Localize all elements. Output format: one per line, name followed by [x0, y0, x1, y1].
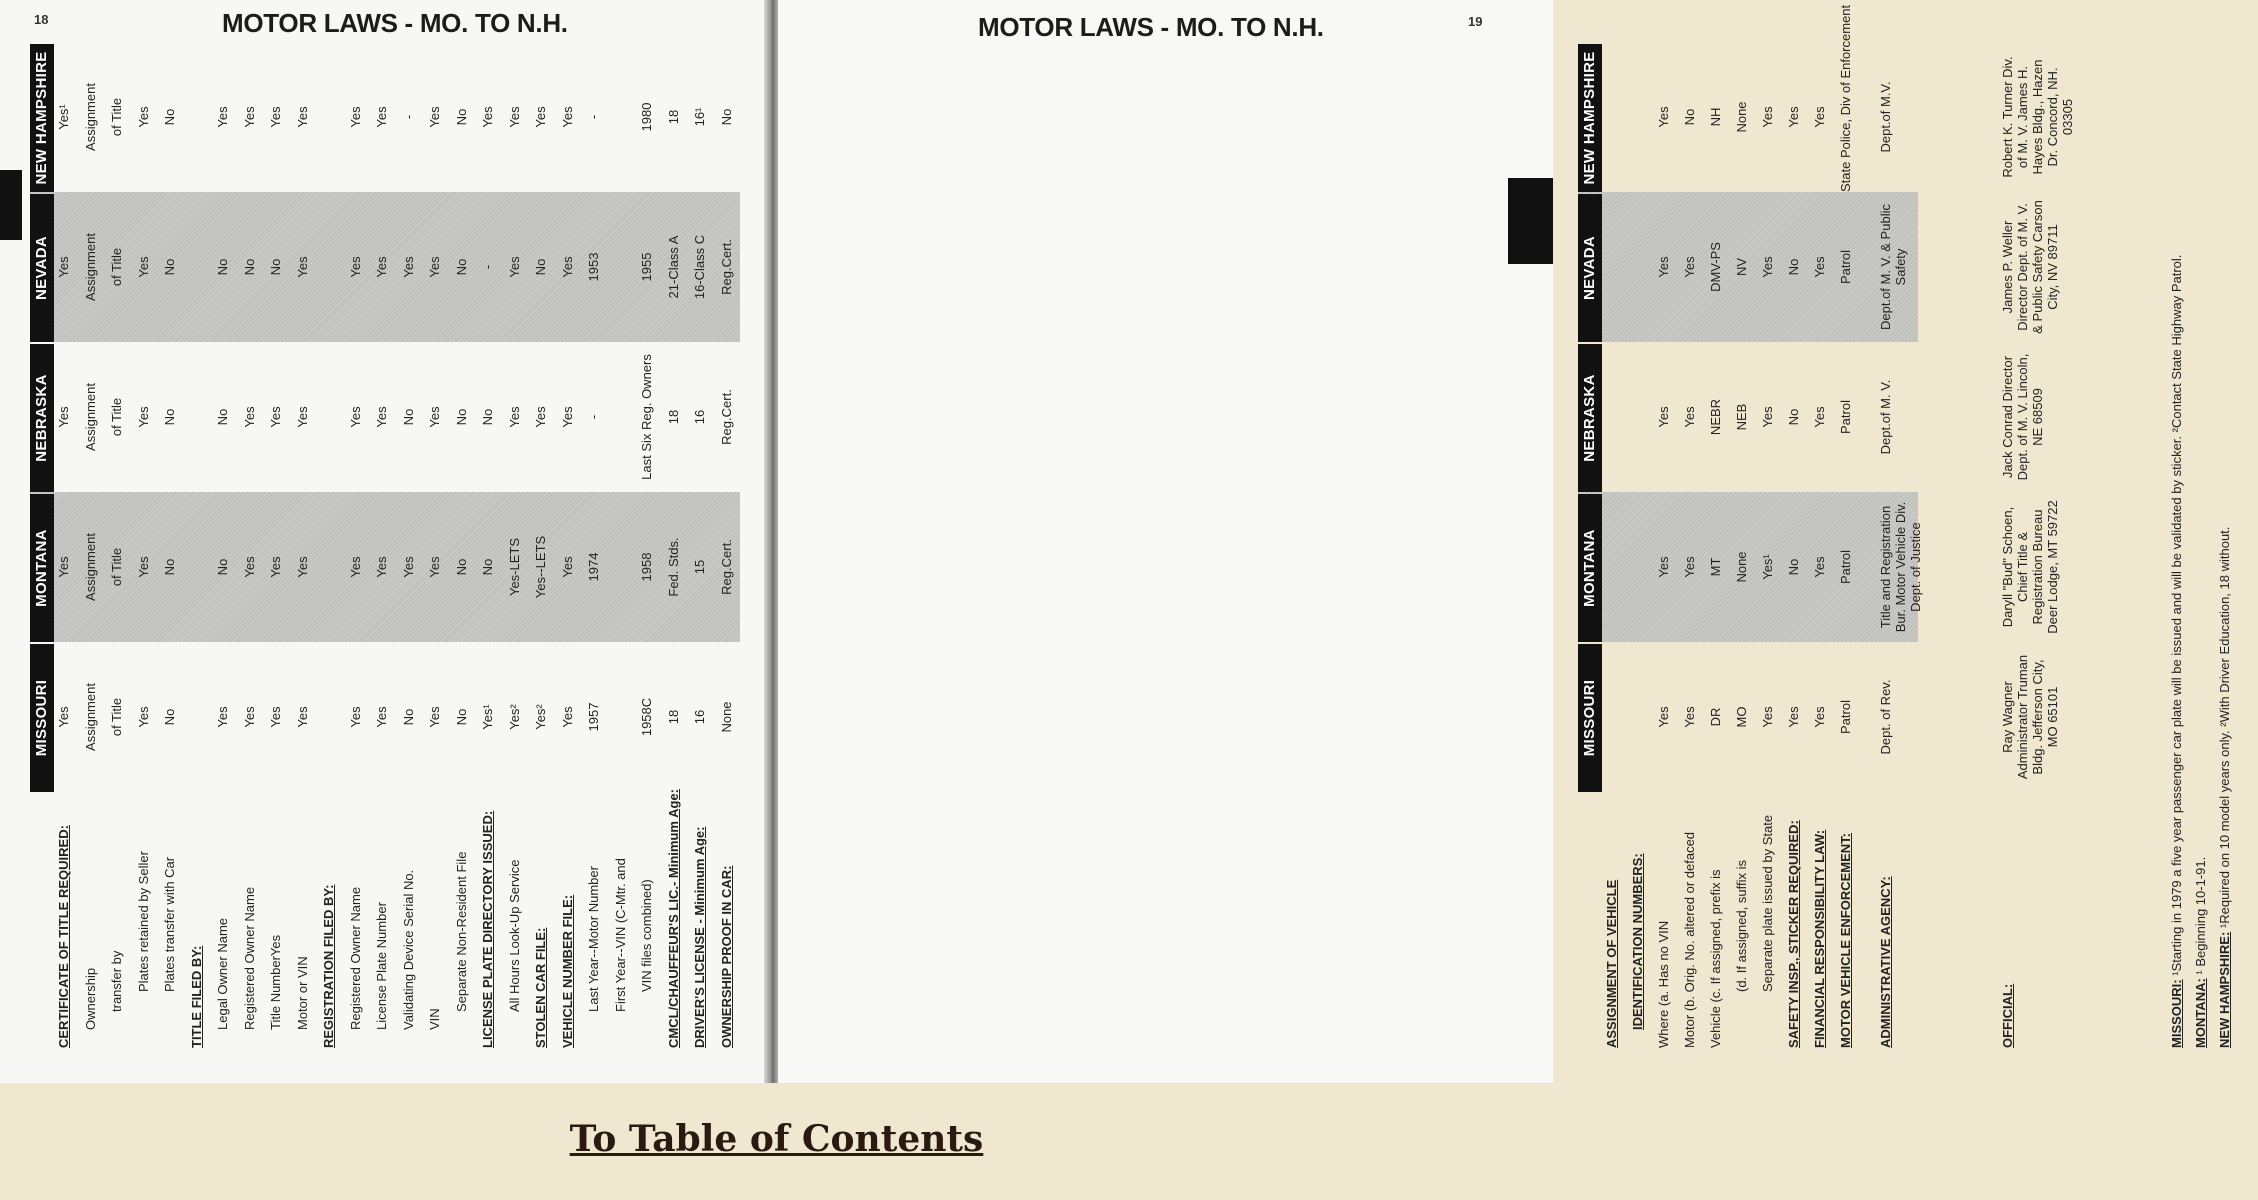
- table-cell: Yes: [559, 556, 575, 578]
- table-cell: Yes: [135, 556, 151, 578]
- table-cell: Yes: [1812, 106, 1827, 128]
- table-cell: Dept.of M. V. & Public Safety: [1878, 204, 1908, 330]
- row-label: ASSIGNMENT OF VEHICLE: [1604, 879, 1619, 1048]
- table-cell: Dept. of Rev.: [1878, 679, 1893, 755]
- row-label: ADMINISTRATIVE AGENCY:: [1878, 876, 1893, 1048]
- table-row: [1786, 47, 1812, 1052]
- footnote-state: NEW HAMPSHIRE:: [2217, 931, 2232, 1048]
- table-cell: Yes: [1656, 256, 1671, 278]
- table-row: [242, 47, 269, 1052]
- page-title: MOTOR LAWS - MO. TO N.H.: [978, 12, 1324, 42]
- table-cell: Yes: [427, 706, 442, 728]
- row-label: First Year--VIN (C-Mtr. and: [612, 858, 628, 1012]
- table-row: [1682, 47, 1708, 1052]
- row-label: OFFICIAL:: [2000, 983, 2015, 1048]
- table-row: [1630, 47, 1656, 1052]
- row-label: (d. If assigned, suffix is: [1734, 860, 1749, 992]
- table-cell: Assignment: [82, 383, 98, 451]
- table-cell: Yes: [1682, 556, 1697, 578]
- table-cell: Assignment: [82, 683, 98, 751]
- footnote: [2216, 47, 2234, 1048]
- table-cell: Yes: [506, 406, 522, 428]
- table-cell: 1974: [586, 552, 601, 582]
- table-row: [1812, 47, 1838, 1052]
- table-cell: MO: [1734, 706, 1749, 728]
- row-label: CERTIFICATE OF TITLE REQUIRED:: [56, 825, 71, 1048]
- column-header: NEBRASKA: [30, 344, 54, 492]
- table-cell: Yes: [1760, 106, 1775, 128]
- row-label: STOLEN CAR FILE:: [533, 927, 548, 1048]
- table-cell: No: [268, 258, 283, 276]
- table-cell: Daryll "Bud" Schoen, Chief Title & Registration Bureau Deer Lodge, MT 59722: [2000, 500, 2060, 634]
- table-cell: NV: [1734, 257, 1749, 277]
- table-cell: No: [162, 558, 177, 576]
- table-cell: No: [241, 258, 257, 276]
- table-cell: Robert K. Turner Div. of M. V. James H. Hayes Bldg., Hazen Dr. Concord, NH. 03305: [2000, 56, 2075, 178]
- table-cell: Yes: [268, 106, 283, 128]
- column-header: MONTANA: [30, 494, 54, 642]
- table-cell: Yes: [374, 406, 389, 428]
- table-cell: Yes: [347, 706, 363, 728]
- row-label: TITLE FILED BY:: [188, 945, 204, 1048]
- table-cell: Yes: [506, 256, 522, 278]
- table-row: [374, 47, 401, 1052]
- table-row: [1760, 47, 1786, 1052]
- table-cell: 1958: [639, 552, 654, 582]
- table-row: [295, 47, 322, 1052]
- column-header: NEVADA: [1578, 194, 1602, 342]
- column-header: NEW HAMPSHIRE: [1578, 44, 1602, 192]
- table-cell: Yes: [1812, 556, 1827, 578]
- table-cell: Yes¹: [1760, 554, 1775, 580]
- row-label: Where (a. Has no VIN: [1656, 920, 1671, 1048]
- table-cell: No: [400, 408, 416, 426]
- table-cell: Yes: [1656, 106, 1671, 128]
- table-cell: of Title: [109, 247, 124, 287]
- table-cell: 16: [692, 709, 707, 725]
- thumb-tab: [1508, 178, 1553, 264]
- table-cell: 1958C: [639, 697, 654, 737]
- table-cell: of Title: [109, 547, 124, 587]
- table-row: [1708, 47, 1734, 1052]
- table-cell: Yes: [294, 706, 310, 728]
- table-cell: Yes: [506, 106, 522, 128]
- table-row: [136, 47, 163, 1052]
- table-cell: Yes: [427, 406, 442, 428]
- table-cell: Yes: [559, 256, 575, 278]
- row-label: Separate plate issued by State: [1760, 814, 1775, 992]
- row-label: VIN: [427, 1008, 442, 1030]
- table-cell: No: [480, 408, 495, 426]
- table-cell: Fed. Stds.: [665, 537, 681, 597]
- column-header: NEBRASKA: [1578, 344, 1602, 492]
- table-cell: Yes¹: [480, 704, 495, 730]
- table-cell: 1953: [586, 252, 601, 282]
- row-label: CMCL/CHAUFFEUR'S LIC.- Minimum Age:: [665, 789, 681, 1048]
- row-label: Last Year--Motor Number: [586, 866, 601, 1012]
- row-label: Ownership: [82, 967, 98, 1030]
- table-cell: Yes: [533, 106, 548, 128]
- row-label: SAFETY INSP., STICKER REQUIRED:: [1786, 820, 1801, 1048]
- row-label: transfer by: [109, 950, 124, 1012]
- table-cell: Yes: [347, 106, 363, 128]
- table-cell: 1955: [639, 252, 654, 282]
- table-of-contents-link[interactable]: To Table of Contents: [569, 1118, 984, 1160]
- row-label: Title NumberYes: [268, 934, 283, 1030]
- table-cell: No: [162, 708, 177, 726]
- table-cell: Yes: [1812, 406, 1827, 428]
- table-cell: None: [1734, 101, 1749, 133]
- row-label: DRIVER'S LICENSE - Minimum Age:: [692, 826, 707, 1048]
- table-cell: No: [215, 558, 230, 576]
- table-cell: 16-Class C: [692, 234, 707, 300]
- table-cell: Yes: [268, 706, 283, 728]
- table-cell: of Title: [109, 397, 124, 437]
- table-cell: No: [453, 258, 469, 276]
- row-label: Validating Device Serial No.: [400, 869, 416, 1030]
- column-headers: [1578, 47, 1604, 1052]
- table-row: [83, 47, 110, 1052]
- table-cell: NH: [1708, 107, 1723, 127]
- table-cell: Yes: [241, 706, 257, 728]
- table-cell: Patrol: [1838, 250, 1853, 284]
- table-cell: 16¹: [692, 107, 707, 127]
- table-cell: Assignment: [82, 233, 98, 301]
- page-number: 19: [1468, 14, 1483, 29]
- table-cell: No: [453, 708, 469, 726]
- table-cell: No: [162, 258, 177, 276]
- table-cell: No: [1786, 558, 1801, 576]
- table-row: [162, 47, 189, 1052]
- table-row: [427, 47, 454, 1052]
- table-cell: Reg.Cert.: [718, 539, 734, 595]
- table-cell: Yes: [56, 556, 71, 578]
- table-row: [348, 47, 375, 1052]
- table-cell: Yes: [241, 406, 257, 428]
- table-cell: Yes: [400, 256, 416, 278]
- table-cell: State Police, Div of Enforcement: [1838, 4, 1853, 192]
- table-cell: No: [1786, 408, 1801, 426]
- table-cell: Yes: [135, 406, 151, 428]
- page-number: 18: [34, 12, 49, 27]
- table-cell: -: [480, 264, 495, 270]
- table-row: [507, 47, 534, 1052]
- table-row: [1604, 47, 1630, 1052]
- table-cell: James P. Weller Director Dept. of M. V. & Public Safety Carson City, NV 89711: [2000, 200, 2060, 334]
- row-label: Motor (b. Orig. No. altered or defaced: [1682, 831, 1697, 1048]
- table-cell: Yes: [294, 106, 310, 128]
- table-cell: Yes: [56, 706, 71, 728]
- table-cell: No: [1786, 258, 1801, 276]
- table-row: [1878, 47, 1988, 1052]
- table-row: [480, 47, 507, 1052]
- column-header: MISSOURI: [30, 644, 54, 792]
- table-cell: Yes: [1682, 256, 1697, 278]
- table-cell: Yes: [135, 706, 151, 728]
- table-cell: Yes: [1786, 706, 1801, 728]
- table-cell: Yes: [56, 256, 71, 278]
- table-row: [268, 47, 295, 1052]
- table-cell: Yes: [1760, 406, 1775, 428]
- column-header: NEVADA: [30, 194, 54, 342]
- table-row: [321, 47, 348, 1052]
- table-cell: No: [162, 408, 177, 426]
- table-cell: DMV-PS: [1708, 242, 1723, 292]
- table-row: [1838, 4, 1864, 1052]
- right-table: [1578, 4, 2258, 1052]
- table-cell: 1980: [639, 102, 654, 132]
- table-cell: Yes: [427, 256, 442, 278]
- table-cell: Patrol: [1838, 550, 1853, 584]
- column-header: MONTANA: [1578, 494, 1602, 642]
- table-cell: No: [400, 708, 416, 726]
- table-cell: Yes: [294, 256, 310, 278]
- table-cell: Yes²: [533, 704, 548, 730]
- row-label: REGISTRATION FILED BY:: [321, 884, 336, 1048]
- row-label: VEHICLE NUMBER FILE:: [559, 894, 575, 1048]
- table-cell: 18: [665, 409, 681, 425]
- footnote-text: ¹Required on 10 model years only. ²With Driver Education, 18 without.: [2217, 526, 2232, 932]
- row-label: MOTOR VEHICLE ENFORCEMENT:: [1838, 833, 1853, 1048]
- table-cell: Yes: [1656, 406, 1671, 428]
- table-row: [560, 47, 587, 1052]
- column-headers: [30, 47, 56, 1052]
- table-cell: Yes: [294, 406, 310, 428]
- table-row: [401, 47, 428, 1052]
- table-cell: Yes: [294, 556, 310, 578]
- footnote-text: ¹ Beginning 10-1-91.: [2193, 856, 2208, 979]
- table-cell: of Title: [109, 97, 124, 137]
- table-cell: Yes: [241, 556, 257, 578]
- table-cell: -: [400, 114, 416, 120]
- page-title: MOTOR LAWS - MO. TO N.H.: [222, 8, 568, 38]
- table-cell: Yes: [480, 106, 495, 128]
- table-cell: Yes-LETS: [506, 537, 522, 597]
- table-row: [189, 47, 216, 1052]
- table-row: [613, 47, 640, 1052]
- table-cell: Yes: [559, 106, 575, 128]
- table-cell: Yes: [1656, 556, 1671, 578]
- table-cell: 1957: [586, 702, 601, 732]
- left-page: [0, 0, 770, 1083]
- table-cell: No: [718, 108, 734, 126]
- footnotes: [2168, 47, 2240, 1048]
- row-label: OWNERSHIP PROOF IN CAR:: [718, 865, 734, 1048]
- footnote: [2168, 47, 2186, 1048]
- table-cell: Yes: [427, 106, 442, 128]
- table-cell: 18: [665, 709, 681, 725]
- table-cell: Yes: [559, 406, 575, 428]
- table-cell: Ray Wagner Administrator Truman Bldg. Jefferson City, MO 65101: [2000, 654, 2060, 780]
- row-label: Vehicle (c. If assigned, prefix is: [1708, 869, 1723, 1048]
- table-cell: No: [215, 258, 230, 276]
- table-row: [692, 47, 719, 1052]
- row-label: VIN files combined): [639, 879, 654, 992]
- table-row: [56, 47, 83, 1052]
- column-header: NEW HAMPSHIRE: [30, 44, 54, 192]
- table-cell: Reg.Cert.: [718, 389, 734, 445]
- table-cell: Yes: [1682, 706, 1697, 728]
- table-cell: Yes: [400, 556, 416, 578]
- table-cell: Yes: [427, 556, 442, 578]
- table-row: [666, 47, 693, 1052]
- table-cell: MT: [1708, 557, 1723, 577]
- table-row: [719, 47, 746, 1052]
- table-cell: 16: [692, 409, 707, 425]
- table-cell: No: [162, 108, 177, 126]
- table-cell: No: [215, 408, 230, 426]
- footnote: [2192, 47, 2210, 1048]
- table-cell: Yes: [1656, 706, 1671, 728]
- table-cell: Patrol: [1838, 700, 1853, 734]
- table-row: [109, 47, 136, 1052]
- table-cell: Assignment: [82, 83, 98, 151]
- row-label: All Hours Look-Up Service: [506, 859, 522, 1012]
- table-cell: Yes: [135, 256, 151, 278]
- table-cell: Reg.Cert.: [718, 239, 734, 295]
- table-cell: No: [533, 258, 548, 276]
- table-cell: -: [586, 114, 601, 120]
- table-cell: Yes: [215, 106, 230, 128]
- table-cell: Yes: [268, 406, 283, 428]
- row-label: Separate Non-Resident File: [453, 851, 469, 1012]
- footnote-state: MONTANA:: [2193, 978, 2208, 1048]
- table-cell: No: [453, 558, 469, 576]
- table-cell: Yes: [533, 406, 548, 428]
- table-cell: Yes: [135, 106, 151, 128]
- table-cell: Patrol: [1838, 400, 1853, 434]
- table-cell: Yes: [347, 556, 363, 578]
- row-label: IDENTIFICATION NUMBERS:: [1630, 853, 1645, 1030]
- table-cell: 18: [665, 109, 681, 125]
- table-cell: None: [718, 701, 734, 733]
- table-cell: Yes: [374, 256, 389, 278]
- table-row: [1656, 47, 1682, 1052]
- table-cell: Last Six Reg. Owners: [639, 354, 654, 480]
- row-label: Motor or VIN: [294, 956, 310, 1030]
- table-cell: -: [586, 414, 601, 420]
- table-cell: 21-Class A: [665, 235, 681, 299]
- row-label: Legal Owner Name: [215, 918, 230, 1030]
- row-label: Registered Owner Name: [347, 886, 363, 1030]
- table-cell: Assignment: [82, 533, 98, 601]
- table-cell: No: [453, 108, 469, 126]
- thumb-tab: [0, 170, 22, 240]
- row-label: FINANCIAL RESPONSIBILITY LAW:: [1812, 829, 1827, 1048]
- row-label: Plates retained by Seller: [135, 851, 151, 992]
- table-cell: No: [1682, 108, 1697, 126]
- table-cell: None: [1734, 551, 1749, 583]
- table-cell: Yes: [347, 256, 363, 278]
- table-cell: Yes: [56, 406, 71, 428]
- table-row: [454, 47, 481, 1052]
- table-cell: NEB: [1734, 403, 1749, 431]
- row-label: License Plate Number: [374, 902, 389, 1030]
- table-cell: Yes: [1812, 256, 1827, 278]
- table-cell: Yes: [1786, 106, 1801, 128]
- right-page: [778, 0, 2232, 1083]
- table-cell: of Title: [109, 697, 124, 737]
- table-cell: Yes: [374, 706, 389, 728]
- table-cell: Jack Conrad Director Dept. of M. V. Lincoln, NE 68509: [2000, 353, 2045, 481]
- table-cell: Dept.of M.V.: [1878, 81, 1893, 153]
- table-cell: Title and Registration Bur. Motor Vehicle Div. Dept. of Justice: [1878, 501, 1923, 633]
- table-cell: Yes: [374, 556, 389, 578]
- table-row: [639, 47, 666, 1052]
- table-cell: Yes: [215, 706, 230, 728]
- table-cell: Yes: [347, 406, 363, 428]
- table-row: [2000, 47, 2110, 1052]
- table-cell: Yes: [1682, 406, 1697, 428]
- row-label: Plates transfer with Car: [162, 856, 177, 992]
- table-cell: No: [480, 558, 495, 576]
- table-cell: Yes: [268, 556, 283, 578]
- table-cell: Dept.of M. V.: [1878, 379, 1893, 455]
- table-cell: Yes: [559, 706, 575, 728]
- table-cell: Yes²: [506, 704, 522, 730]
- footnote-state: MISSOURI:: [2169, 979, 2184, 1048]
- column-header: MISSOURI: [1578, 644, 1602, 792]
- left-table: [30, 47, 740, 1052]
- table-cell: Yes: [1760, 706, 1775, 728]
- table-cell: No: [453, 408, 469, 426]
- table-cell: Yes: [1760, 256, 1775, 278]
- table-cell: 15: [692, 559, 707, 575]
- row-label: Registered Owner Name: [241, 886, 257, 1030]
- row-label: LICENSE PLATE DIRECTORY ISSUED:: [480, 810, 495, 1048]
- footnote-text: ¹Starting in 1979 a five year passenger car plate will be issued and will be validated by sticker. ²Contact State Highway Patrol.: [2169, 254, 2184, 980]
- table-row: [586, 47, 613, 1052]
- table-row: [215, 47, 242, 1052]
- table-cell: Yes: [241, 106, 257, 128]
- table-row: [533, 47, 560, 1052]
- table-cell: Yes¹: [56, 104, 71, 130]
- table-cell: Yes: [1812, 706, 1827, 728]
- table-cell: Yes: [374, 106, 389, 128]
- table-row: [1734, 47, 1760, 1052]
- table-cell: Yes--LETS: [533, 535, 548, 599]
- table-cell: DR: [1708, 707, 1723, 727]
- table-cell: NEBR: [1708, 398, 1723, 436]
